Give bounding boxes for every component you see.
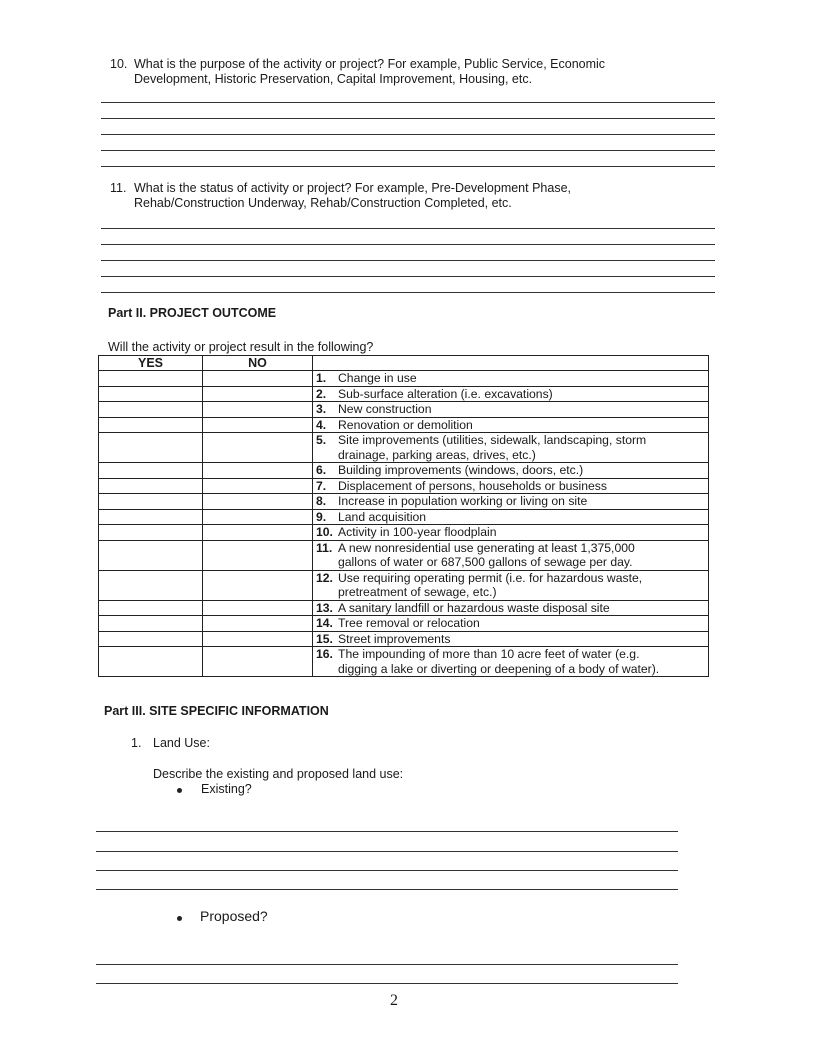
existing-answer-line[interactable] [96, 889, 678, 890]
column-header-yes: YES [99, 356, 203, 371]
outcome-item-text-continued: drainage, parking areas, drives, etc.) [338, 447, 536, 462]
no-cell[interactable] [203, 463, 313, 479]
proposed-label: Proposed? [200, 908, 268, 924]
table-row [99, 647, 709, 677]
no-cell[interactable] [203, 540, 313, 570]
yes-cell[interactable] [99, 417, 203, 433]
outcome-item [313, 433, 709, 463]
outcome-item-number: 5. [316, 433, 327, 447]
outcome-item-number: 10. [316, 525, 333, 539]
table-row [99, 371, 709, 387]
answer-line[interactable] [101, 134, 715, 135]
outcome-item-number: 7. [316, 478, 327, 493]
bullet-icon [177, 916, 182, 921]
table-row [99, 417, 709, 433]
outcome-item-text: Tree removal or relocation [338, 616, 480, 630]
outcome-item [313, 417, 709, 433]
yes-cell[interactable] [99, 631, 203, 647]
land-use-label: Land Use: [153, 736, 210, 750]
outcome-item-text-continued: digging a lake or diverting or deepening of a body of water). [338, 661, 660, 676]
yes-cell[interactable] [99, 540, 203, 570]
outcome-item-number: 4. [316, 417, 327, 432]
outcome-table-body [99, 371, 709, 677]
land-use-describe: Describe the existing and proposed land use: [153, 767, 404, 781]
outcome-item-number: 1. [316, 371, 327, 385]
existing-answer-line[interactable] [96, 851, 678, 852]
no-cell[interactable] [203, 402, 313, 418]
table-row [99, 509, 709, 525]
outcome-item-text: Use requiring operating permit (i.e. for hazardous waste, [338, 570, 643, 585]
outcome-item-text: Change in use [338, 371, 417, 385]
no-cell[interactable] [203, 371, 313, 387]
outcome-item-number: 3. [316, 402, 327, 416]
outcome-item [313, 478, 709, 494]
column-header-no: NO [203, 356, 313, 371]
outcome-item [313, 631, 709, 647]
bullet-icon [177, 788, 182, 793]
outcome-item [313, 494, 709, 510]
table-row [99, 494, 709, 510]
no-cell[interactable] [203, 600, 313, 616]
question-11-text-line1: What is the status of activity or project? For example, Pre-Development Phase, [134, 181, 571, 195]
outcome-item-number: 9. [316, 509, 327, 524]
answer-line[interactable] [101, 276, 715, 277]
yes-cell[interactable] [99, 463, 203, 479]
outcome-item-number: 12. [316, 570, 333, 585]
table-row [99, 463, 709, 479]
column-header-item [313, 356, 709, 371]
no-cell[interactable] [203, 525, 313, 541]
outcome-item [313, 509, 709, 525]
outcome-item-text: New construction [338, 402, 432, 416]
outcome-item-text: Activity in 100-year floodplain [338, 525, 497, 539]
no-cell[interactable] [203, 570, 313, 600]
yes-cell[interactable] [99, 616, 203, 632]
no-cell[interactable] [203, 494, 313, 510]
yes-cell[interactable] [99, 525, 203, 541]
proposed-answer-line[interactable] [96, 983, 678, 984]
question-11 [110, 181, 730, 211]
land-use-number: 1. [131, 736, 142, 750]
yes-cell[interactable] [99, 478, 203, 494]
outcome-item [313, 540, 709, 570]
outcome-item-text: Street improvements [338, 631, 451, 646]
yes-cell[interactable] [99, 433, 203, 463]
answer-line[interactable] [101, 150, 715, 151]
answer-line[interactable] [101, 166, 715, 167]
answer-line[interactable] [101, 118, 715, 119]
yes-cell[interactable] [99, 509, 203, 525]
table-row [99, 525, 709, 541]
answer-line[interactable] [101, 260, 715, 261]
outcome-item-text: Building improvements (windows, doors, etc.) [338, 463, 584, 477]
no-cell[interactable] [203, 647, 313, 677]
outcome-item-text-continued: pretreatment of sewage, etc.) [338, 585, 497, 599]
outcome-item-text: Increase in population working or living on site [338, 494, 588, 508]
existing-label: Existing? [201, 782, 252, 796]
table-row [99, 478, 709, 494]
land-use-item [131, 736, 210, 751]
table-row [99, 600, 709, 616]
outcome-item-text: Site improvements (utilities, sidewalk, landscaping, storm [338, 433, 647, 447]
outcome-item-number: 8. [316, 494, 327, 508]
yes-cell[interactable] [99, 600, 203, 616]
table-row [99, 631, 709, 647]
no-cell[interactable] [203, 616, 313, 632]
answer-line[interactable] [101, 228, 715, 229]
outcome-item-number: 16. [316, 647, 333, 661]
outcome-item [313, 616, 709, 632]
table-row [99, 616, 709, 632]
table-header-row [99, 356, 709, 371]
outcome-item [313, 402, 709, 418]
outcome-item-number: 15. [316, 631, 333, 646]
no-cell[interactable] [203, 433, 313, 463]
answer-line[interactable] [101, 292, 715, 293]
existing-answer-line[interactable] [96, 831, 678, 832]
no-cell[interactable] [203, 386, 313, 402]
no-cell[interactable] [203, 631, 313, 647]
table-row [99, 540, 709, 570]
project-outcome-table [98, 355, 708, 677]
yes-cell[interactable] [99, 647, 203, 677]
question-11-text-line2: Rehab/Construction Underway, Rehab/Construction Completed, etc. [134, 196, 512, 210]
answer-line[interactable] [101, 244, 715, 245]
outcome-item [313, 570, 709, 600]
outcome-item-number: 11. [316, 540, 333, 555]
page-number: 2 [390, 992, 398, 1009]
table-row [99, 402, 709, 418]
outcome-item-text: The impounding of more than 10 acre feet of water (e.g. [338, 647, 640, 661]
outcome-item [313, 463, 709, 479]
table-row [99, 386, 709, 402]
answer-line[interactable] [101, 102, 715, 103]
existing-answer-line[interactable] [96, 870, 678, 871]
question-11-number: 11. [110, 181, 127, 195]
yes-cell[interactable] [99, 386, 203, 402]
table-row [99, 570, 709, 600]
outcome-item-text: Renovation or demolition [338, 417, 473, 432]
proposed-answer-line[interactable] [96, 964, 678, 965]
outcome-item-text: Land acquisition [338, 509, 427, 524]
outcome-item-number: 13. [316, 600, 333, 615]
outcome-item [313, 647, 709, 677]
outcome-item-number: 14. [316, 616, 333, 630]
outcome-item-number: 2. [316, 386, 327, 401]
outcome-item-text: Displacement of persons, households or business [338, 478, 607, 493]
part-3-heading: Part III. SITE SPECIFIC INFORMATION [104, 704, 329, 718]
part-2-heading: Part II. PROJECT OUTCOME [108, 306, 277, 320]
outcome-item [313, 600, 709, 616]
outcome-item-text: A new nonresidential use generating at least 1,375,000 [338, 540, 635, 555]
outcome-item-number: 6. [316, 463, 327, 477]
yes-cell[interactable] [99, 570, 203, 600]
no-cell[interactable] [203, 417, 313, 433]
question-10-text-line2: Development, Historic Preservation, Capital Improvement, Housing, etc. [134, 72, 533, 86]
part-2-prompt: Will the activity or project result in the following? [108, 340, 374, 354]
outcome-item-text: A sanitary landfill or hazardous waste disposal site [338, 600, 610, 615]
outcome-item [313, 371, 709, 387]
outcome-item [313, 525, 709, 541]
yes-cell[interactable] [99, 494, 203, 510]
table-row [99, 433, 709, 463]
question-10-number: 10. [110, 57, 128, 71]
outcome-item-text: Sub-surface alteration (i.e. excavations) [338, 386, 553, 401]
question-10-text-line1: What is the purpose of the activity or project? For example, Public Service, Economic [134, 57, 606, 71]
question-10 [110, 57, 730, 87]
yes-cell[interactable] [99, 371, 203, 387]
outcome-item [313, 386, 709, 402]
no-cell[interactable] [203, 509, 313, 525]
outcome-item-text-continued: gallons of water or 687,500 gallons of sewage per day. [338, 555, 633, 569]
yes-cell[interactable] [99, 402, 203, 418]
no-cell[interactable] [203, 478, 313, 494]
